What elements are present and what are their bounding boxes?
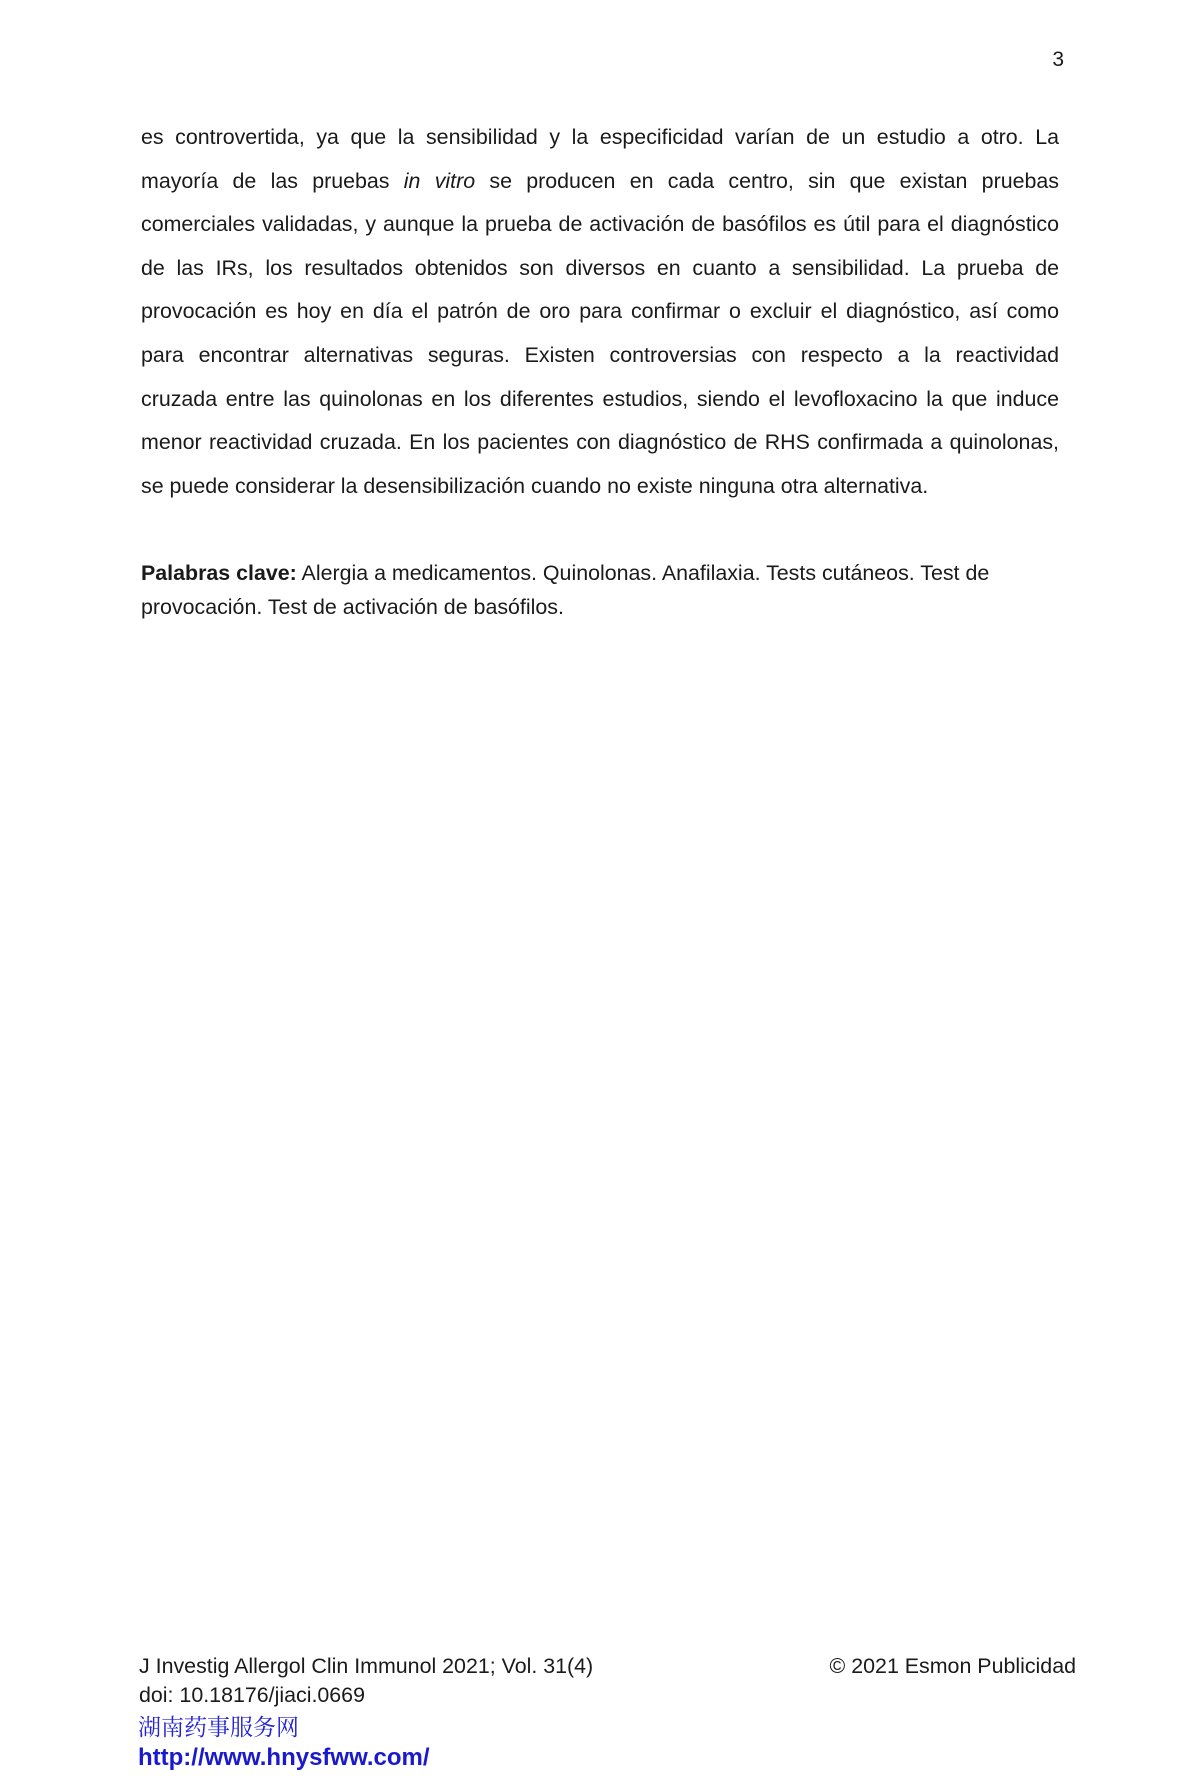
footer-citation xyxy=(139,1652,593,1710)
watermark-chinese-text: 湖南药事服务网 xyxy=(138,1715,299,1741)
body-line-3: comerciales validadas, y aunque la prueba de activación de basófilos es útil para el diagnóstico xyxy=(141,212,1059,237)
keywords-label: Palabras clave: xyxy=(141,561,297,585)
body-line-6: para encontrar alternativas seguras. Existen controversias con respecto a la reactividad xyxy=(141,342,1059,367)
keywords-text: Alergia a medicamentos. Quinolonas. Anafilaxia. Tests cutáneos. Test de provocación. Test de activación de basófilos. xyxy=(141,561,990,619)
italic-in-vitro: in vitro xyxy=(403,168,476,193)
footer-copyright: © 2021 Esmon Publicidad xyxy=(829,1654,1076,1678)
body-line-2: mayoría de las pruebas in vitro se producen en cada centro, sin que existan pruebas xyxy=(141,168,1059,193)
body-line-7: cruzada entre las quinolonas en los diferentes estudios, siendo el levofloxacino la que induce xyxy=(141,386,1059,411)
body-line-5: provocación es hoy en día el patrón de oro para confirmar o excluir el diagnóstico, así como xyxy=(141,299,1059,324)
keywords-paragraph xyxy=(141,556,1059,624)
body-line-8: menor reactividad cruzada. En los pacientes con diagnóstico de RHS confirmada a quinolonas, xyxy=(141,430,1059,455)
watermark-url: http://www.hnysfww.com/ xyxy=(138,1744,430,1771)
page-number: 3 xyxy=(1052,48,1064,71)
body-line-1: es controvertida, ya que la sensibilidad y la especificidad varían de un estudio a otro. La xyxy=(141,125,1059,149)
abstract-body xyxy=(141,116,1059,508)
body-line-9: se puede considerar la desensibilización cuando no existe ninguna otra alternativa. xyxy=(141,473,929,498)
footer-doi: doi: 10.18176/jiaci.0669 xyxy=(139,1683,365,1707)
footer-journal: J Investig Allergol Clin Immunol 2021; Vol. 31(4) xyxy=(139,1654,594,1678)
watermark xyxy=(138,1714,430,1772)
body-line-4: de las IRs, los resultados obtenidos son diversos en cuanto a sensibilidad. La prueba de xyxy=(141,255,1059,280)
